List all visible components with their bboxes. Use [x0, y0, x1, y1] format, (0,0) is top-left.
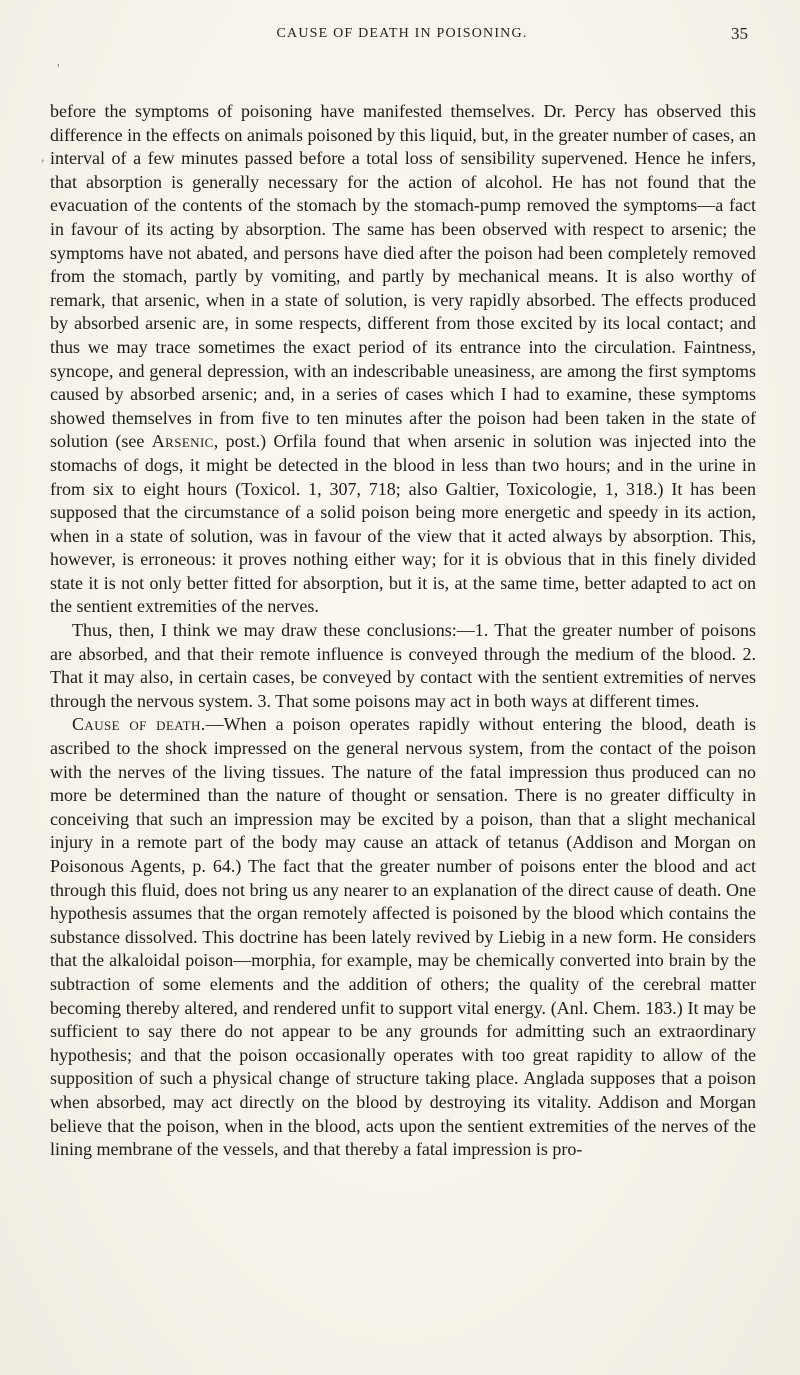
- paragraph-text: , post.) Orfila found that when arsenic in solution was injected into the stomachs of dogs, it might be detected in the blood in less than two hours; and in the urine in from six to eight hours (Toxicol. 1, 307, 718; also Galtier, Toxicologie, 1, 318.) It has been supposed that the circumstance of a solid poison being more energetic and speedy in its action, when in a state of solution, was in favour of the view that it acted always by absorption. This, however, is erroneous: it proves nothing either way; for it is obvious that in this finely divided state it is not only better fitted for absorption, but it is, at the same time, better adapted to act on the sentient extremities of the nerves.: [50, 431, 756, 617]
- page-number: 35: [731, 24, 748, 43]
- page-body: [50, 100, 756, 1162]
- page-header: [50, 26, 754, 52]
- paragraph-text: before the symptoms of poisoning have manifested themselves. Dr. Percy has observed this difference in the effects on animals poisoned by this liquid, but, in the greater number of cases, an interval of a few minutes passed before a total loss of sensibility supervened. Hence he infers, that absorption is generally necessary for the action of alcohol. He has not found that the evacuation of the contents of the stomach by the stomach-pump removed the symptoms—a fact in favour of its acting by absorption. The same has been observed with respect to arsenic; the symptoms have not abated, and persons have died after the poison had been completely removed from the stomach, partly by vomiting, and partly by mechanical means. It is also worthy of remark, that arsenic, when in a state of solution, is very rapidly absorbed. The effects produced by absorbed arsenic are, in some respects, different from those excited by its local contact; and thus we may trace sometimes the exact period of its entrance into the circulation. Faintness, syncope, and general depression, with an indescribable uneasiness, are among the first symptoms caused by absorbed arsenic; and, in a series of cases which I had to examine, these symptoms showed themselves in from five to ten minutes after the poison had been taken in the state of solution (see: [50, 101, 756, 452]
- scan-artifact: ,: [41, 150, 45, 165]
- running-title: CAUSE OF DEATH IN POISONING.: [276, 26, 528, 41]
- scan-artifact: ': [57, 62, 60, 77]
- smallcaps-arsenic-reference: Arsenic: [151, 431, 214, 452]
- section-lead-smallcaps: Cause of death.: [72, 714, 206, 735]
- paragraph-text: —When a poison operates rapidly without entering the blood, death is ascribed to the shock impressed on the general nervous system, from the contact of the poison with the nerves of the living tissues. The nature of the fatal impression thus produced can no more be determined than the nature of thought or sensation. There is no greater difficulty in conceiving that such an impression may be excited by a poison, than that a slight mechanical injury in a remote part of the body may cause an attack of tetanus (Addison and Morgan on Poisonous Agents, p. 64.) The fact that the greater number of poisons enter the blood and act through this fluid, does not bring us any nearer to an explanation of the direct cause of death. One hypothesis assumes that the organ remotely affected is poisoned by the blood which contains the substance dissolved. This doctrine has been lately revived by Liebig in a new form. He considers that the alkaloidal poison—morphia, for example, may be chemically converted into brain by the subtraction of some elements and the addition of others; the quality of the cerebral matter becoming thereby altered, and rendered unfit to support vital energy. (Anl. Chem. 183.) It may be sufficient to say there do not appear to be any grounds for admitting such an extraordinary hypothesis; and that the poison occasionally operates with too great rapidity to allow of the supposition of such a physical change of structure taking place. Anglada supposes that a poison when absorbed, may act directly on the blood by destroying its vitality. Addison and Morgan believe that the poison, when in the blood, acts upon the sentient extremities of the nerves of the lining membrane of the vessels, and that thereby a fatal impression is pro-: [50, 714, 756, 1160]
- paragraph-cause-of-death: [50, 713, 756, 1161]
- paragraph-conclusions: Thus, then, I think we may draw these conclusions:—1. That the greater number of poisons are absorbed, and that their remote influence is conveyed through the medium of the blood. 2. That it may also, in certain cases, be conveyed by contact with the sentient extremities of nerves through the nervous system. 3. That some poisons may act in both ways at different times.: [50, 620, 756, 711]
- paragraph-continuation: [50, 100, 756, 619]
